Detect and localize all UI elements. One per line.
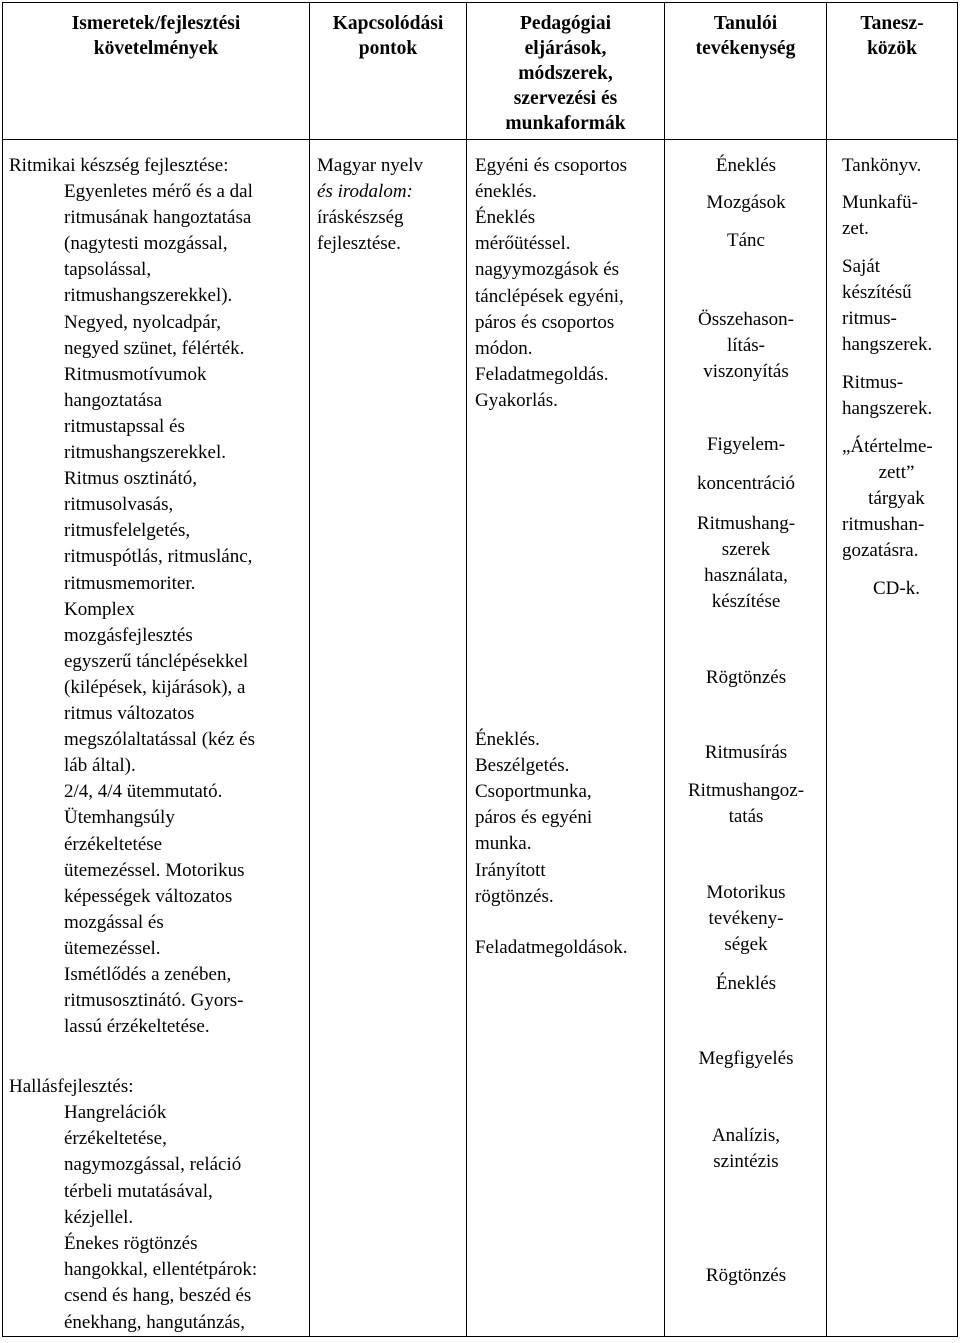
text-line: ritmushangszerekkel. bbox=[64, 442, 226, 463]
header-line: Tanulói bbox=[713, 13, 778, 34]
tool-item: tárgyak bbox=[868, 488, 925, 509]
activity-item: Motorikus bbox=[706, 882, 786, 903]
text-line: Negyed, nyolcadpár, bbox=[64, 311, 221, 333]
text-line: hangoztatása bbox=[64, 389, 163, 411]
text-line: képességek változatos bbox=[64, 885, 233, 907]
header-line: Tanesz- bbox=[860, 13, 924, 34]
text-line: ütemezéssel. Motorikus bbox=[64, 859, 245, 881]
header-line: tevékenység bbox=[695, 38, 796, 59]
text-line: rögtönzés. bbox=[475, 885, 554, 907]
header-line: eljárások, bbox=[524, 38, 607, 59]
activity-item: Megfigyelés bbox=[698, 1048, 794, 1069]
header-row bbox=[3, 3, 958, 140]
activity-item: Összehason- bbox=[697, 309, 795, 330]
header-methods bbox=[467, 3, 665, 140]
subject-line: fejlesztése. bbox=[317, 233, 401, 254]
text-line: tapsolással, bbox=[64, 259, 152, 281]
text-line: Egyenletes mérő és a dal bbox=[64, 181, 253, 202]
text-line: ritmuspótlás, ritmuslánc, bbox=[64, 546, 253, 568]
tool-item: hangszerek. bbox=[842, 334, 933, 355]
tools-cell bbox=[827, 140, 958, 1337]
activity-item: Figyelem- bbox=[706, 434, 786, 455]
text-line: páros és csoportos bbox=[475, 311, 615, 333]
text-line: ritmusfelelgetés, bbox=[64, 520, 191, 542]
text-line: hangokkal, ellentétpárok: bbox=[64, 1259, 258, 1281]
tool-item: „Átértelme- bbox=[842, 436, 933, 457]
text-line: negyed szünet, félérték. bbox=[64, 337, 245, 359]
text-line: Feladatmegoldás. bbox=[475, 363, 609, 385]
header-line: követelmények bbox=[93, 38, 219, 59]
subject-line-italic: és irodalom: bbox=[317, 181, 413, 202]
header-line: Ismeretek/fejlesztési bbox=[71, 13, 241, 34]
text-line: Ütemhangsúly bbox=[64, 807, 175, 829]
text-line: Éneklés bbox=[475, 207, 536, 229]
activity-item: Éneklés bbox=[715, 973, 777, 994]
text-line: ritmusmemoriter. bbox=[64, 572, 196, 594]
requirements-cell bbox=[3, 140, 310, 1337]
text-line: ritmustapssal és bbox=[64, 415, 185, 437]
text-line: csend és hang, beszéd és bbox=[64, 1285, 252, 1307]
activity-item: Éneklés bbox=[715, 155, 777, 176]
text-line: ritmusosztinátó. Gyors- bbox=[64, 990, 244, 1012]
text-line: Hangrelációk bbox=[64, 1102, 167, 1123]
text-line: énekhang, hangutánzás, bbox=[64, 1311, 245, 1333]
activity-item: tevékeny- bbox=[708, 908, 784, 929]
activity-item: szerek bbox=[721, 539, 771, 560]
tool-item: Tankönyv. bbox=[842, 155, 922, 176]
text-line: érzékeltetése, bbox=[64, 1128, 167, 1150]
activity-item: ségek bbox=[724, 934, 768, 955]
activity-item: Tánc bbox=[727, 230, 765, 251]
text-line: Ritmusmotívumok bbox=[64, 363, 207, 385]
text-line: Gyakorlás. bbox=[475, 389, 558, 411]
tool-item: CD-k. bbox=[873, 578, 920, 599]
text-line: éneklés. bbox=[475, 181, 537, 203]
tool-item: Ritmus- bbox=[842, 372, 904, 393]
text-line: nagymozgással, reláció bbox=[64, 1154, 242, 1176]
activity-item: készítése bbox=[711, 591, 781, 612]
activity-item: Rögtönzés bbox=[705, 1265, 787, 1286]
activity-item: viszonyítás bbox=[703, 361, 789, 382]
activity-item: Mozgások bbox=[706, 192, 786, 213]
activity-item: Analízis, bbox=[711, 1125, 781, 1146]
content-row bbox=[3, 140, 958, 1337]
text-line: láb által). bbox=[64, 755, 136, 777]
tool-item: ritmus- bbox=[842, 308, 897, 329]
text-line: munka. bbox=[475, 833, 532, 855]
subject-line: Magyar nyelv bbox=[317, 155, 424, 176]
text-line: érzékeltetése bbox=[64, 833, 163, 855]
tool-item: Munkafü- bbox=[842, 192, 918, 213]
text-line: (kilépések, kijárások), a bbox=[64, 676, 246, 698]
text-line: ritmushangszerekkel). bbox=[64, 285, 233, 307]
tool-item: hangszerek. bbox=[842, 398, 933, 419]
header-connection-points bbox=[310, 3, 467, 140]
text-line: Feladatmegoldások. bbox=[475, 937, 628, 958]
section-title: Ritmikai készség fejlesztése: bbox=[9, 155, 229, 176]
tool-item: készítésű bbox=[842, 282, 912, 303]
text-line: mozgásfejlesztés bbox=[64, 624, 193, 646]
text-line: Komplex bbox=[64, 598, 135, 620]
text-line: megszólaltatással (kéz és bbox=[64, 729, 255, 751]
header-requirements bbox=[3, 3, 310, 140]
activity-item: használata, bbox=[704, 565, 788, 586]
activity-item: Ritmushangoz- bbox=[687, 780, 805, 801]
activity-item: Ritmusírás bbox=[704, 742, 788, 763]
text-line: mozgással és bbox=[64, 911, 164, 933]
header-tools bbox=[827, 3, 958, 140]
activity-item: Rögtönzés bbox=[705, 667, 787, 688]
text-line: nagyymozgások és bbox=[475, 259, 620, 281]
text-line: Egyéni és csoportos bbox=[475, 155, 627, 176]
connection-points-cell bbox=[310, 140, 467, 1337]
text-line: Beszélgetés. bbox=[475, 755, 570, 777]
text-line: Énekes rögtönzés bbox=[64, 1233, 198, 1254]
header-line: munkaformák bbox=[505, 113, 626, 134]
subject-line: íráskészség bbox=[317, 207, 404, 228]
text-line: páros és egyéni bbox=[475, 807, 593, 829]
text-line: kézjellel. bbox=[64, 1206, 134, 1228]
text-line: (nagytesti mozgással, bbox=[64, 233, 228, 255]
tool-item: gozatásra. bbox=[842, 540, 919, 561]
header-line: Pedagógiai bbox=[520, 13, 611, 34]
text-line: Ismétlődés a zenében, bbox=[64, 964, 232, 985]
text-line: Irányított bbox=[475, 859, 546, 881]
text-line: egyszerű tánclépésekkel bbox=[64, 650, 249, 672]
text-line: Éneklés. bbox=[475, 729, 540, 750]
tool-item: zet. bbox=[842, 218, 869, 239]
header-line: közök bbox=[867, 38, 917, 59]
header-line: szervezési és bbox=[513, 88, 618, 109]
text-line: Ritmus osztinátó, bbox=[64, 468, 197, 490]
header-line: pontok bbox=[358, 38, 418, 59]
student-activity-cell bbox=[665, 140, 827, 1337]
activity-item: tatás bbox=[728, 806, 764, 827]
curriculum-table bbox=[2, 2, 958, 1337]
activity-item: Ritmushang- bbox=[696, 513, 796, 534]
text-line: ritmusolvasás, bbox=[64, 494, 174, 516]
text-line: lassú érzékeltetése. bbox=[64, 1016, 210, 1038]
tool-item: ritmushan- bbox=[842, 514, 925, 535]
text-line: tánclépések egyéni, bbox=[475, 285, 624, 307]
text-line: Csoportmunka, bbox=[475, 781, 592, 803]
activity-item: koncentráció bbox=[696, 473, 796, 494]
text-line: térbeli mutatásával, bbox=[64, 1180, 213, 1202]
tool-item: Saját bbox=[842, 256, 880, 277]
methods-cell bbox=[467, 140, 665, 1337]
header-student-activity bbox=[665, 3, 827, 140]
tool-item: zett” bbox=[878, 462, 915, 483]
header-line: Kapcsolódási bbox=[332, 13, 444, 34]
text-line: 2/4, 4/4 ütemmutató. bbox=[64, 781, 223, 803]
text-line: ütemezéssel. bbox=[64, 937, 161, 959]
text-line: mérőütéssel. bbox=[475, 233, 571, 255]
activity-item: lítás- bbox=[727, 335, 765, 356]
text-line: módon. bbox=[475, 337, 533, 359]
text-line: ritmusának hangoztatása bbox=[64, 207, 252, 229]
text-line: ritmus változatos bbox=[64, 703, 195, 724]
header-line: módszerek, bbox=[518, 63, 613, 84]
section-title: Hallásfejlesztés: bbox=[9, 1076, 134, 1097]
activity-item: szintézis bbox=[713, 1151, 779, 1172]
